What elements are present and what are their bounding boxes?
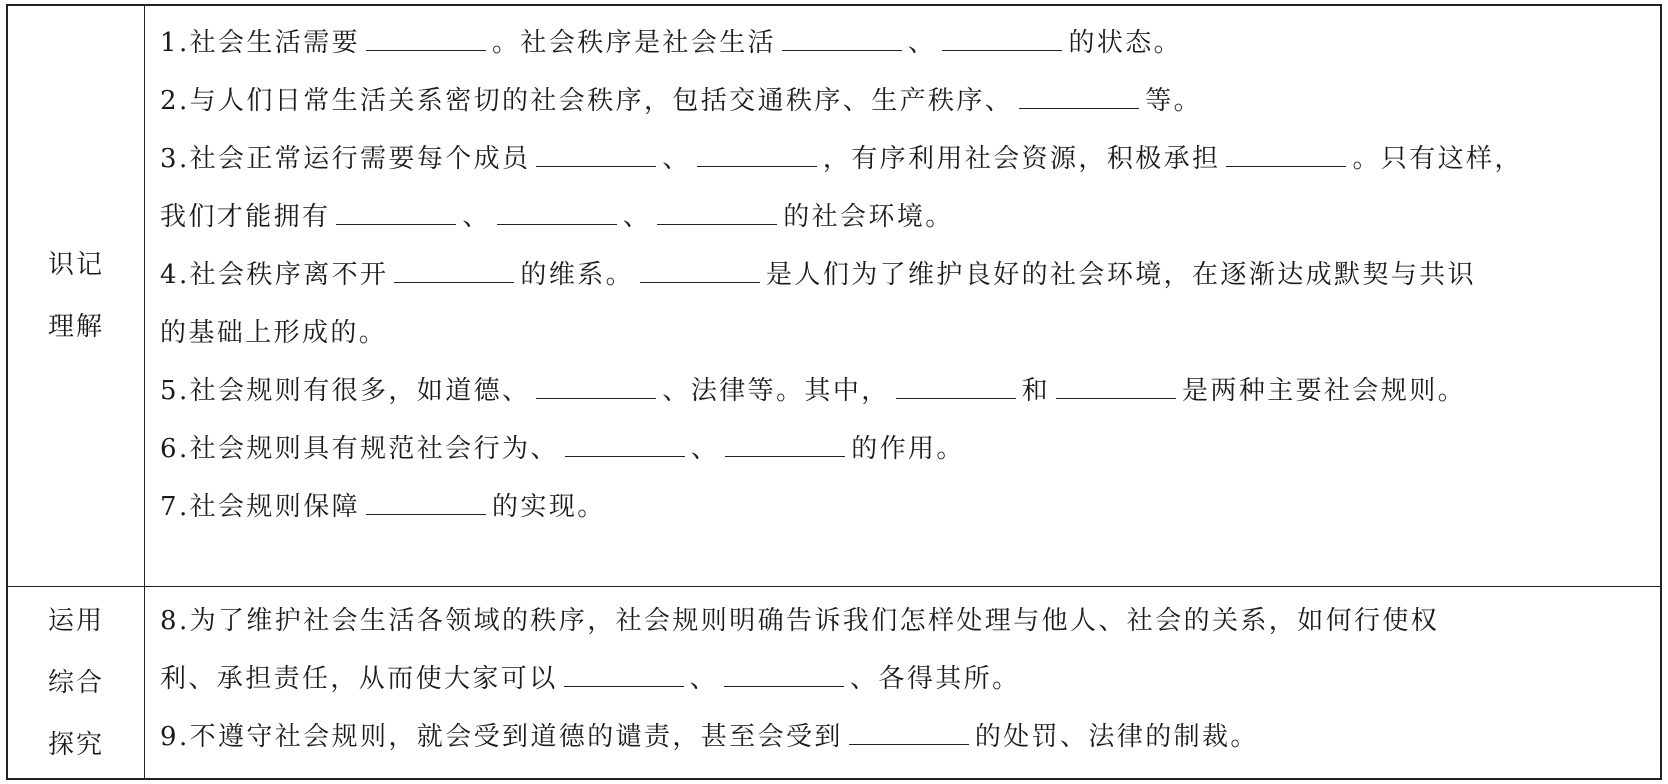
- answer-blank[interactable]: [1019, 78, 1139, 109]
- question-line: [160, 708, 1646, 766]
- section-content-apply: [160, 592, 1646, 766]
- question-text: 4.社会秩序离不开: [160, 260, 389, 290]
- question-line: [160, 650, 1646, 708]
- question-line: [160, 130, 1646, 188]
- question-line: [160, 304, 1646, 362]
- answer-blank[interactable]: [336, 194, 456, 225]
- question-line: [160, 362, 1646, 420]
- question-line: [160, 246, 1646, 304]
- question-text: 、法律等。其中，: [662, 376, 890, 406]
- question-text: 9.不遵守社会规则，就会受到道德的谴责，甚至会受到: [160, 722, 843, 752]
- question-text: 和: [1021, 376, 1051, 406]
- answer-blank[interactable]: [497, 194, 617, 225]
- question-text: 等。: [1145, 86, 1203, 116]
- answer-blank[interactable]: [565, 426, 685, 457]
- answer-blank[interactable]: [366, 20, 486, 51]
- answer-blank[interactable]: [640, 252, 760, 283]
- section-label-recall: [8, 6, 144, 586]
- question-text: 的社会环境。: [783, 202, 954, 232]
- question-text: 1.社会生活需要: [160, 28, 361, 58]
- question-text: 是两种主要社会规则。: [1182, 376, 1467, 406]
- column-divider: [144, 6, 145, 778]
- answer-blank[interactable]: [782, 20, 902, 51]
- question-text: 8.为了维护社会生活各领域的秩序，社会规则明确告诉我们怎样处理与他人、社会的关系，如何行使权: [160, 606, 1440, 636]
- label-line: 运用: [47, 605, 104, 636]
- answer-blank[interactable]: [697, 136, 817, 167]
- label-line: 理解: [47, 312, 104, 342]
- question-text: 利、承担责任，从而使大家可以: [160, 664, 558, 694]
- answer-blank[interactable]: [896, 368, 1016, 399]
- question-line: [160, 420, 1646, 478]
- exercise-table: [6, 4, 1662, 780]
- question-text: 的维系。: [520, 260, 635, 290]
- question-text: 2.与人们日常生活关系密切的社会秩序，包括交通秩序、生产秩序、: [160, 86, 1014, 116]
- question-text: 的作用。: [851, 434, 965, 464]
- question-text: 的实现。: [492, 492, 606, 522]
- question-text: 、各得其所。: [850, 664, 1021, 694]
- label-line: 识记: [47, 250, 104, 280]
- answer-blank[interactable]: [725, 426, 845, 457]
- answer-blank[interactable]: [536, 136, 656, 167]
- question-text: 的处罚、法律的制裁。: [974, 722, 1259, 752]
- label-line: 综合: [47, 667, 104, 698]
- question-line: [160, 188, 1646, 246]
- answer-blank[interactable]: [657, 194, 777, 225]
- question-text: 的基础上形成的。: [160, 318, 388, 348]
- question-text: 、: [690, 434, 720, 464]
- row-divider: [8, 586, 1660, 587]
- question-text: 、: [689, 664, 719, 694]
- question-text: ，有序利用社会资源，积极承担: [822, 144, 1221, 174]
- question-text: 是人们为了维护良好的社会环境，在逐渐达成默契与共识: [766, 260, 1477, 290]
- question-text: 3.社会正常运行需要每个成员: [160, 144, 531, 174]
- question-text: 的状态。: [1068, 28, 1183, 58]
- answer-blank[interactable]: [1056, 368, 1176, 399]
- question-text: 我们才能拥有: [160, 202, 331, 232]
- question-text: 7.社会规则保障: [160, 492, 361, 522]
- answer-blank[interactable]: [564, 656, 684, 687]
- question-text: 。社会秩序是社会生活: [492, 28, 777, 58]
- answer-blank[interactable]: [1226, 136, 1346, 167]
- question-text: 。只有这样，: [1352, 144, 1523, 174]
- answer-blank[interactable]: [394, 252, 514, 283]
- question-line: [160, 478, 1646, 536]
- answer-blank[interactable]: [849, 714, 969, 745]
- answer-blank[interactable]: [536, 368, 656, 399]
- label-line: 探究: [47, 729, 104, 760]
- answer-blank[interactable]: [366, 484, 486, 515]
- question-text: 、: [462, 202, 491, 232]
- answer-blank[interactable]: [724, 656, 844, 687]
- question-text: 、: [662, 144, 691, 174]
- question-line: [160, 592, 1646, 650]
- question-line: [160, 72, 1646, 130]
- section-content-recall: [160, 14, 1646, 536]
- question-line: [160, 14, 1646, 72]
- question-text: 、: [908, 28, 937, 58]
- question-text: 6.社会规则具有规范社会行为、: [160, 434, 559, 464]
- answer-blank[interactable]: [942, 20, 1062, 51]
- question-text: 、: [622, 202, 652, 232]
- section-label-apply: [8, 587, 144, 778]
- question-text: 5.社会规则有很多，如道德、: [160, 376, 531, 406]
